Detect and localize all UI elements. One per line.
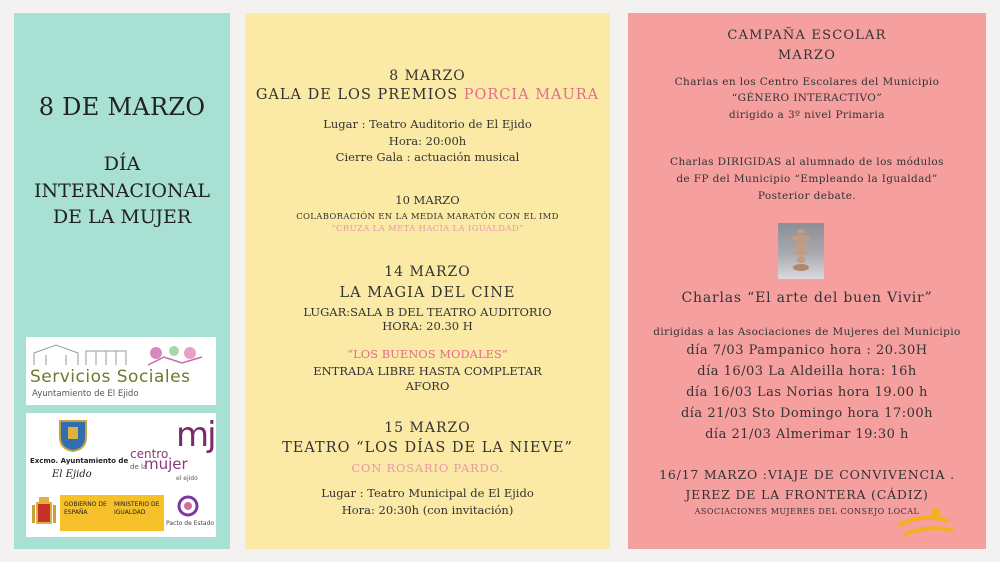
charla-subtitle: dirigidas a las Asociaciones de Mujeres del Municipio xyxy=(653,326,961,338)
spain-coat-of-arms-icon xyxy=(30,495,58,531)
campaign-detail: Charlas en los Centro Escolares del Municipio xyxy=(674,76,940,88)
event-slogan: “CRUZA LA META HACIA LA IGUALDAD” xyxy=(331,224,524,234)
left-panel xyxy=(14,13,230,549)
event-detail: ENTRADA LIBRE HASTA COMPLETAR xyxy=(313,364,542,378)
event-detail: Lugar : Teatro Municipal de El Ejido xyxy=(321,486,534,500)
schedule-item: día 16/03 La Aldeilla hora: 16h xyxy=(697,364,917,379)
mujer-text: mujer xyxy=(144,455,188,473)
campaign-detail: Posterior debate. xyxy=(757,190,857,202)
campaign-month: MARZO xyxy=(777,48,837,63)
ayuntamiento-text: Excmo. Ayuntamiento de xyxy=(30,457,129,465)
campaign-detail: de FP del Municipio “Empleando la Igualdad” xyxy=(676,173,938,185)
building-outline-icon xyxy=(26,339,216,369)
ministerio-text: MINISTERIO DE IGUALDAD xyxy=(114,501,160,516)
event-detail: Hora: 20:00h xyxy=(388,134,467,148)
el-ejido-text: el ejido xyxy=(176,475,198,482)
gobierno-text: GOBIERNO DE ESPAÑA xyxy=(64,501,107,516)
gobierno-logo xyxy=(26,489,216,537)
charla-title: Charlas “El arte del buen Vivir” xyxy=(681,290,933,306)
event-heading: LA MAGIA DEL CINE xyxy=(339,285,516,301)
event-detail: LUGAR:SALA B DEL TEATRO AUDITORIO xyxy=(303,305,552,319)
right-panel xyxy=(628,13,986,549)
middle-panel xyxy=(245,13,610,549)
event-heading-text: GALA DE LOS PREMIOS xyxy=(255,87,464,103)
pacto-text: Pacto de Estado xyxy=(166,520,215,527)
trip-destination: JEREZ DE LA FRONTERA (CÁDIZ) xyxy=(685,487,929,502)
event-date: 14 MARZO xyxy=(384,264,471,280)
schedule-item: día 16/03 Las Norias hora 19.00 h xyxy=(686,385,928,400)
consejo-logo-icon xyxy=(896,507,956,537)
subtitle-line: DÍA xyxy=(103,153,141,175)
event-heading: TEATRO “LOS DÍAS DE LA NIEVE” xyxy=(282,440,573,456)
town-signature: El Ejido xyxy=(52,469,92,480)
event-detail: HORA: 20.30 H xyxy=(382,319,473,333)
award-name: PORCIA MAURA xyxy=(463,87,600,103)
centro-mujer-logo xyxy=(26,413,216,491)
campaign-heading: CAMPAÑA ESCOLAR xyxy=(727,28,887,43)
campaign-detail: Charlas DIRIGIDAS al alumnado de los módulos xyxy=(670,156,944,168)
event-detail: Cierre Gala : actuación musical xyxy=(335,150,520,164)
balanced-stones-image xyxy=(778,223,824,279)
campaign-detail: dirigido a 3º nivel Primaria xyxy=(729,109,885,121)
campaign-detail: “GÉNERO INTERACTIVO” xyxy=(731,92,883,104)
centro-text: centro xyxy=(130,447,169,461)
de-la-text: de la xyxy=(130,463,148,471)
event-detail: AFORO xyxy=(405,379,450,393)
logo-text: Servicios Sociales xyxy=(30,367,191,387)
trip-heading: 16/17 MARZO :VIAJE DE CONVIVENCIA . xyxy=(659,467,955,482)
mj-monogram: mj xyxy=(176,415,215,455)
schedule-item: día 7/03 Pampanico hora : 20.30H xyxy=(686,343,928,358)
event-detail: Hora: 20:30h (con invitación) xyxy=(341,503,514,517)
event-date: 8 MARZO xyxy=(389,68,466,84)
pacto-estado-icon xyxy=(176,494,200,518)
logo-subtext: Ayuntamiento de El Ejido xyxy=(32,389,139,399)
schedule-item: día 21/03 Almerimar 19:30 h xyxy=(705,427,909,442)
gobierno-banner xyxy=(60,495,164,531)
event-title: 8 DE MARZO xyxy=(38,93,206,121)
town-crest-icon xyxy=(56,417,90,453)
schedule-item: día 21/03 Sto Domingo hora 17:00h xyxy=(680,406,934,421)
trip-organizer: ASOCIACIONES MUJERES DEL CONSEJO LOCAL xyxy=(694,507,920,516)
film-title: “LOS BUENOS MODALES” xyxy=(347,347,508,361)
servicios-sociales-logo xyxy=(26,337,216,405)
performer-name: CON ROSARIO PARDO. xyxy=(351,461,504,475)
subtitle-line: INTERNACIONAL xyxy=(34,180,210,202)
subtitle-line: DE LA MUJER xyxy=(52,206,192,228)
event-heading xyxy=(245,87,610,103)
event-date: 10 MARZO xyxy=(395,193,460,207)
event-date: 15 MARZO xyxy=(384,420,471,436)
event-detail: COLABORACIÓN EN LA MEDIA MARATÓN CON EL IMD xyxy=(296,212,559,222)
event-detail: Lugar : Teatro Auditorio de El Ejido xyxy=(323,117,532,131)
